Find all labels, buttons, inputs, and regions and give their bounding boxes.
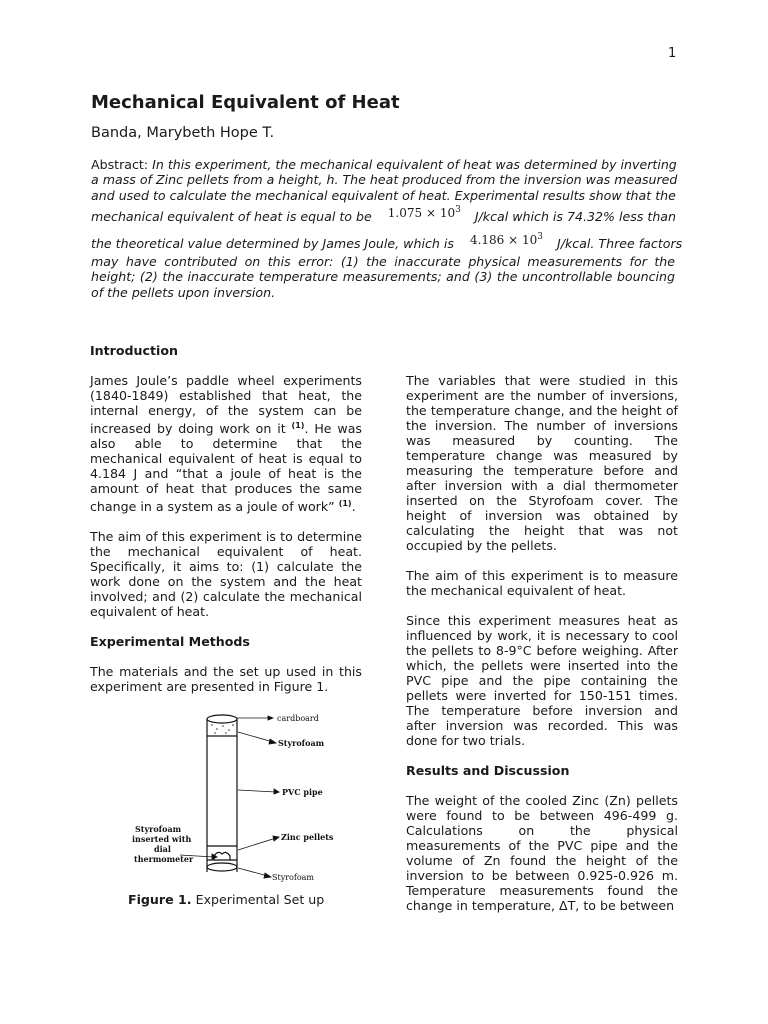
label-dial-2: inserted with	[132, 834, 192, 844]
label-dial-3: dial	[154, 844, 171, 854]
variables-paragraph: The variables that were studied in this experiment are the number of inversions, the temperature change, and the height of the inversion. The number of inversions was measured by counting. The temperature change was measured by measuring the temperature before and after inversion with a dial thermometer inserted on the Styrofoam cover. The height of inversion was obtained by calculating the height that was not occupied by the pellets.	[406, 373, 678, 553]
experimental-setup-figure	[128, 710, 338, 890]
arrow-zinc	[238, 838, 276, 850]
abstract-line-4: mechanical equivalent of heat is equal to be $1.075 \times 10^3$ J/kcal which is 74.32% less than	[91, 205, 677, 225]
label-pvc-pipe: PVC pipe	[282, 787, 323, 797]
page-title: Mechanical Equivalent of Heat	[91, 92, 400, 113]
introduction-heading: Introduction	[90, 343, 178, 358]
label-dial-1: Styrofoam	[135, 824, 182, 834]
methods-paragraph-1: The materials and the set up used in this experiment are presented in Figure 1.	[90, 664, 362, 695]
arrow-styrofoam-top	[238, 732, 273, 742]
abstract-line-1: Abstract: In this experiment, the mechanical equivalent of heat was determined by inverting	[91, 157, 677, 172]
intro-paragraph-2: The aim of this experiment is to determine the mechanical equivalent of heat. Specifically, it aims to: (1) calculate the work done on the system and the heat involved; and (2) calculate the mechanical equivalent of heat.	[90, 529, 362, 620]
right-column	[406, 373, 678, 928]
abstract	[91, 157, 683, 300]
page-number: 1	[668, 46, 677, 61]
results-paragraph: The weight of the cooled Zinc (Zn) pellets were found to be between 496-499 g. Calculations on the physical measurements of the PVC pipe and the volume of Zn found the height of the inversion to be between 0.925-0.926 m. Temperature measurements found the change in temperature, ΔT, to be between	[406, 793, 678, 913]
label-styrofoam-bottom: Styrofoam	[272, 873, 314, 882]
label-styrofoam-top: Styrofoam	[278, 738, 325, 748]
author-name: Banda, Marybeth Hope T.	[91, 125, 275, 141]
abstract-line-7: height; (2) the inaccurate temperature measurements; and (3) the uncontrollable bouncing	[91, 269, 675, 285]
label-dial-4: thermometer	[134, 854, 194, 864]
left-column	[90, 343, 362, 709]
figure-caption: Figure 1. Experimental Set up	[128, 892, 325, 907]
label-cardboard: cardboard	[277, 714, 319, 723]
styrofoam-speckles	[211, 722, 234, 734]
abstract-line-3: and used to calculate the mechanical equivalent of heat. Experimental results show that the	[91, 187, 676, 203]
experimental-value: $1.075 \times 10^3$	[387, 205, 461, 221]
label-zinc-pellets: Zinc pellets	[281, 832, 334, 842]
abstract-label: Abstract:	[91, 157, 149, 172]
intro-paragraph-1: James Joule’s paddle wheel experiments (1840-1849) established that heat, the internal energy, of the system can be increased by doing work on it $^{(1)}$. He was also able to determine that the mechanical equivalent of heat is equal to 4.184 J and “that a joule of heat is the amount of heat that produces the same change in a system as a joule of work” $^{(1)}$.	[90, 373, 362, 515]
aim-paragraph: The aim of this experiment is to measure the mechanical equivalent of heat.	[406, 568, 678, 598]
results-heading: Results and Discussion	[406, 763, 570, 778]
arrow-styrofoam-bottom	[238, 868, 268, 876]
methods-heading: Experimental Methods	[90, 634, 250, 650]
citation-1: (1)	[291, 421, 305, 430]
pipe-top-rim	[207, 715, 237, 723]
procedure-paragraph: Since this experiment measures heat as influenced by work, it is necessary to cool the pellets to 8-9°C before weighing. After which, the pellets were inserted into the PVC pipe and the pipe containing the pellets were inverted for 150-151 times. The temperature before inversion and after inversion was recorded. This was done for two trials.	[406, 613, 678, 748]
abstract-line-5: the theoretical value determined by James Joule, which is $4.186 \times 10^3$ J/kcal. Three factors	[91, 231, 683, 251]
abstract-line-2: a mass of Zinc pellets from a height, h. The heat produced from the inversion was measured	[91, 172, 678, 188]
abstract-line-6: may have contributed on this error: (1) the inaccurate physical measurements for the	[91, 254, 675, 270]
abstract-line-8: of the pellets upon inversion.	[91, 284, 276, 300]
pipe-bottom-rim	[207, 863, 237, 871]
theoretical-value: $4.186 \times 10^3$	[469, 231, 543, 247]
arrow-pvc	[238, 790, 276, 792]
citation-2: (1)	[338, 499, 352, 509]
